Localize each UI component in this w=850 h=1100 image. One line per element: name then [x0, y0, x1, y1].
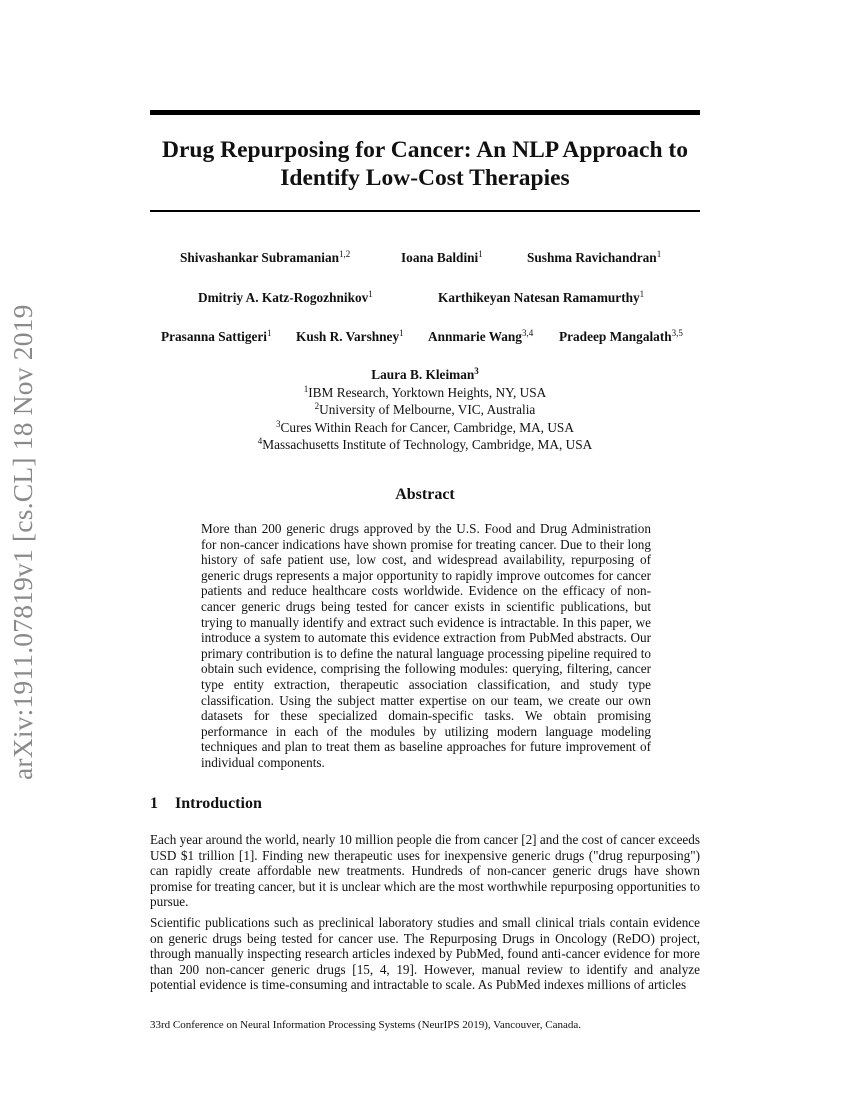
body-paragraph: Each year around the world, nearly 10 million people die from cancer [2] and the cost of cancer exceeds USD $1 trillion [1]. Finding new therapeutic uses for inexpensive generic drugs ("drug repurposing") can rapidly create affordable new treatments. Hundreds of non-cancer generic drugs have shown promise for treating cancer, but it is unclear which are the most worthwhile repurposing opportunities to pursue.: [150, 832, 700, 909]
arxiv-identifier-stamp: arXiv:1911.07819v1 [cs.CL] 18 Nov 2019: [7, 304, 38, 780]
section-title: Introduction: [175, 795, 262, 812]
author: Laura B. Kleiman$^3$: [371, 366, 479, 382]
affiliation: $^4$Massachusetts Institute of Technology, Cambridge, MA, USA: [257, 436, 593, 452]
title-top-rule: [150, 110, 700, 115]
section-number: 1: [150, 795, 158, 812]
author: Ioana Baldini$^1$: [401, 249, 483, 265]
author: Annmarie Wang$^{3,4}$: [428, 328, 534, 344]
author: Prasanna Sattigeri$^1$: [161, 328, 272, 344]
affiliation: $^1$IBM Research, Yorktown Heights, NY, USA: [303, 383, 547, 400]
author: Shivashankar Subramanian$^{1,2}$: [180, 249, 351, 265]
body-paragraph: Scientific publications such as preclinical laboratory studies and small clinical trials contain evidence on generic drugs being tested for cancer use. The Repurposing Drugs in Oncology (ReDO) project, through manually inspecting research articles indexed by PubMed, found anti-cancer evidence for more than 200 non-cancer generic drugs [15, 4, 19]. However, manual review to identify and analyze potential evidence is time-consuming and intractable to scale. As PubMed indexes millions of articles: [150, 915, 700, 992]
author: Kush R. Varshney$^1$: [296, 328, 404, 344]
author: Karthikeyan Natesan Ramamurthy$^1$: [438, 289, 645, 305]
abstract-heading: Abstract: [395, 486, 455, 503]
affiliations-block: [150, 366, 700, 454]
section-heading: [150, 795, 262, 813]
affiliation: $^2$University of Melbourne, VIC, Australia: [314, 401, 536, 417]
affiliation: $^3$Cures Within Reach for Cancer, Cambridge, MA, USA: [276, 418, 574, 435]
author: Pradeep Mangalath$^{3,5}$: [559, 328, 683, 344]
abstract-text: More than 200 generic drugs approved by the U.S. Food and Drug Administration for non-cancer indications have shown promise for treating cancer. Due to their long history of safe patient use, low cost, and widespread availability, repurposing of generic drugs represents a major opportunity to rapidly improve outcomes for cancer patients and reduce healthcare costs worldwide. Evidence on the efficacy of non-cancer generic drugs being tested for cancer exists in scientific publications, but trying to manually identify and extract such evidence is intractable. In this paper, we introduce a system to automate this evidence extraction from PubMed abstracts. Our primary contribution is to define the natural language processing pipeline required to obtain such evidence, comprising the following modules: querying, filtering, cancer type entity extraction, therapeutic association classification, and study type classification. Using the subject matter expertise on our team, we create our own datasets for these specialized domain-specific tasks. We obtain promising performance in each of the modules by utilizing modern language modeling techniques and plan to treat them as baseline approaches for future improvement of individual components.: [201, 521, 651, 770]
title-bottom-rule: [150, 210, 700, 212]
paper-title: Drug Repurposing for Cancer: An NLP Approach to Identify Low-Cost Therapies: [162, 137, 688, 191]
author: Dmitriy A. Katz-Rogozhnikov$^1$: [198, 289, 373, 305]
author: Sushma Ravichandran$^1$: [527, 249, 662, 265]
conference-footnote: 33rd Conference on Neural Information Processing Systems (NeurIPS 2019), Vancouver, Canada.: [150, 1019, 582, 1031]
